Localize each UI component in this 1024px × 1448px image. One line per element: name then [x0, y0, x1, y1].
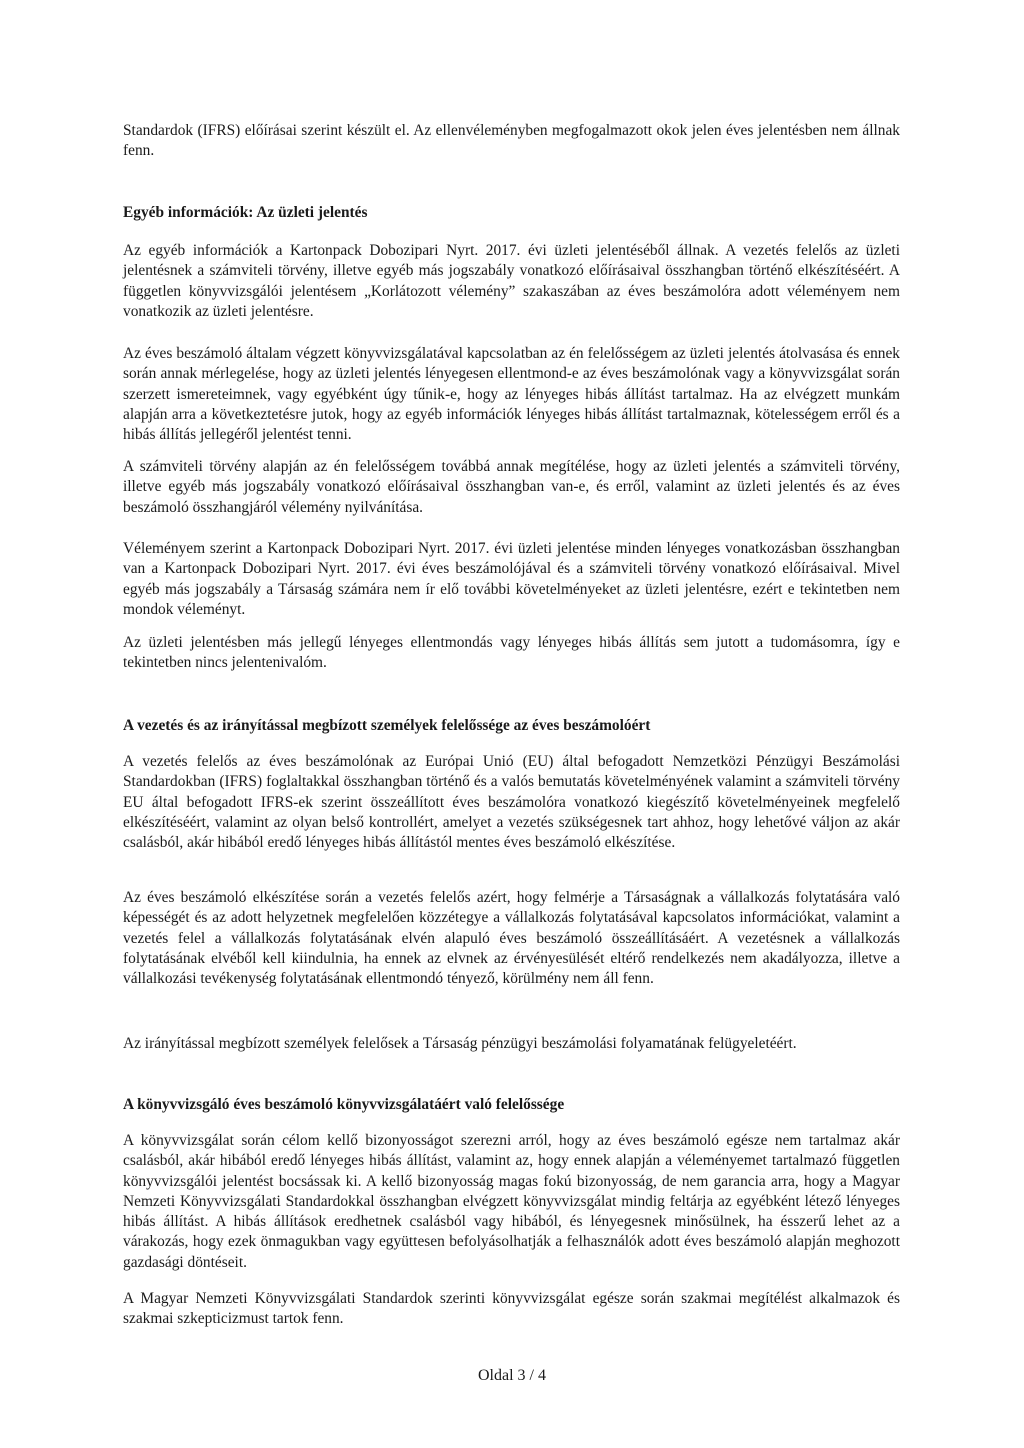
management-paragraph: A vezetés felelős az éves beszámolónak az Európai Unió (EU) által befogadott Nemzetközi Pénzügyi Beszámolási Standardokban (IFRS) foglaltakkal összhangban történő és a valós bemutatás követelményének valamint a számviteli törvény EU által befogadott IFRS-ek szerint összeállított éves beszámolóra vonatkozó kiegészítő követelményeinek megfelelő elkészítéséért, valamint az olyan belső kontrollért, amelyet a vezetés szükségesnek tart ahhoz, hogy lehetővé váljon az akár csalásból, akár hibából eredő lényeges hibás állítástól mentes éves beszámoló elkészítése.: [123, 753, 900, 852]
other-info-paragraph: Véleményem szerint a Kartonpack Dobozipari Nyrt. 2017. évi üzleti jelentése minden lényeges vonatkozásban összhangban van a Kartonpack Dobozipari Nyrt. 2017. évi éves beszámolójával és a számviteli törvény vonatkozó előírásaival. Mivel egyéb más jogszabály a Társaság számára nem ír elő további követelményeket az üzleti jelentésre, ezért e tekintetben nem mondok véleményt.: [123, 540, 900, 618]
other-info-paragraph: Az üzleti jelentésben más jellegű lényeges ellentmondás vagy lényeges hibás állítás sem jutott a tudomásomra, így e tekintetben nincs jelentenivalóm.: [123, 634, 900, 672]
auditor-responsibility-heading: A könyvvizsgáló éves beszámoló könyvvizsgálatáért való felelőssége: [123, 1096, 565, 1113]
management-responsibility-heading: A vezetés és az irányítással megbízott személyek felelőssége az éves beszámolóért: [123, 717, 651, 734]
other-information-heading: Egyéb információk: Az üzleti jelentés: [123, 204, 368, 221]
auditor-paragraph: A könyvvizsgálat során célom kellő bizonyosságot szerezni arról, hogy az éves beszámoló egésze nem tartalmaz akár csalásból, akár hibából eredő lényeges hibás állítást, valamint az, hogy ennek alapján a véleményemet tartalmazó független könyvvizsgálói jelentést bocsássak ki. A kellő bizonyosság magas fokú bizonyosság, de nem garancia arra, hogy a Magyar Nemzeti Könyvvizsgálati Standardokkal összhangban elvégzett könyvvizsgálat mindig feltárja az egyébként létező lényeges hibás állítást. A hibás állítások eredhetnek csalásból vagy hibából, és lényegesnek minősülnek, ha ésszerű lehet az a várakozás, hogy ezek önmagukban vagy együttesen befolyásolhatják a felhasználók adott éves beszámoló alapján meghozott gazdasági döntéseit.: [123, 1132, 900, 1271]
auditor-paragraph: A Magyar Nemzeti Könyvvizsgálati Standardok szerinti könyvvizsgálat egésze során szakmai megítélést alkalmazok és szakmai szkepticizmust tartok fenn.: [123, 1290, 900, 1328]
page-number-footer: Oldal 3 / 4: [478, 1367, 546, 1384]
other-info-paragraph: Az éves beszámoló általam végzett könyvvizsgálatával kapcsolatban az én felelősségem az üzleti jelentés átolvasása és ennek során annak mérlegelése, hogy az üzleti jelentés lényegesen ellentmond-e az éves beszámolónak vagy a könyvvizsgálat során szerzett ismereteimnek, vagy egyébként úgy tűnik-e, hogy az lényeges hibás állítást tartalmaz. Ha az elvégzett munkám alapján arra a következtetésre jutok, hogy az egyéb információk lényeges hibás állítást tartalmaznak, kötelességem erről és a hibás állítás jellegéről jelentést tenni.: [123, 345, 900, 444]
other-info-paragraph: Az egyéb információk a Kartonpack Dobozipari Nyrt. 2017. évi üzleti jelentéséből állnak. A vezetés felelős az üzleti jelentésnek a számviteli törvény, illetve egyéb más jogszabály vonatkozó előírásaival összhangban történő elkészítéséért. A független könyvvizsgálói jelentésem „Korlátozott vélemény” szakaszában az éves beszámolóra adott véleményem nem vonatkozik az üzleti jelentésre.: [123, 242, 900, 320]
other-info-paragraph: A számviteli törvény alapján az én felelősségem továbbá annak megítélése, hogy az üzleti jelentés a számviteli törvény, illetve egyéb más jogszabály vonatkozó előírásaival összhangban van-e, és erről, valamint az üzleti jelentés és az éves beszámoló összhangjáról vélemény nyilvánítása.: [123, 458, 900, 516]
management-paragraph: Az éves beszámoló elkészítése során a vezetés felelős azért, hogy felmérje a Társaságnak a vállalkozás folytatására való képességét és az adott helyzetnek megfelelően közzétegye a vállalkozás folytatásával kapcsolatos információkat, valamint a vezetés felel a vállalkozás folytatásának elvén alapuló éves beszámoló összeállításáért. A vezetésnek a vállalkozás folytatásának elvéből kell kiindulnia, ha ennek az elvnek az érvényesülését eltérő rendelkezés nem akadályozza, illetve a vállalkozási tevékenység folytatásának ellentmondó tényező, körülmény nem áll fenn.: [123, 889, 900, 988]
management-paragraph: Az irányítással megbízott személyek felelősek a Társaság pénzügyi beszámolási folyamatának felügyeletéért.: [123, 1035, 797, 1052]
continuation-paragraph: Standardok (IFRS) előírásai szerint készült el. Az ellenvéleményben megfogalmazott okok jelen éves jelentésben nem állnak fenn.: [123, 122, 900, 160]
